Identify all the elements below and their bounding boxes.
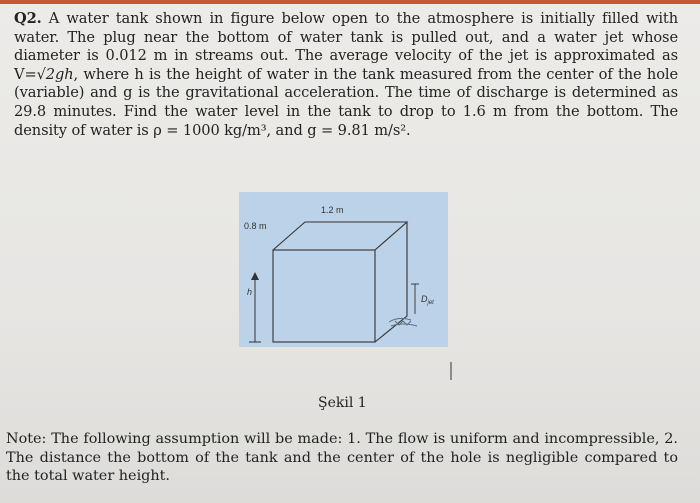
- velocity-formula: √2gh: [36, 65, 74, 83]
- tank-diagram: [239, 192, 448, 347]
- tank-width-label: 1.2 m: [321, 205, 344, 215]
- jet-marker: [411, 284, 419, 314]
- height-symbol: h: [247, 287, 253, 297]
- tank-figure: [239, 192, 448, 347]
- question-number: Q2.: [14, 10, 42, 27]
- height-arrow-icon: [251, 272, 259, 280]
- figure-caption: Şekil 1: [318, 395, 367, 411]
- question-body-start: A water tank shown in figure below open to the atmosphere is initially filled with water. The plug near the bottom of water tank is pulled out, and a water jet whose diameter is 0.012 m in streams out. The average velocity of the jet is approximated as V=: [14, 10, 678, 83]
- question-body-end: , where h is the height of water in the tank measured from the center of the hole (variable) and g is the gravitational acceleration. The time of discharge is determined as 29.8 minutes. Find the water level in the tank to drop to 1.6 m from the bottom. The density of water is ρ = 1000 kg/m³, and g = 9.81 m/s².: [14, 65, 678, 139]
- tank-depth-label: 0.8 m: [244, 221, 267, 231]
- top-strip: [0, 0, 700, 4]
- question-text: [14, 10, 678, 140]
- tank-front-face: [273, 250, 375, 342]
- tank-top-face: [273, 222, 407, 250]
- stray-tick: [446, 362, 456, 382]
- jet-diameter-label: $D_{jet}$: [421, 294, 434, 306]
- note-text: Note: The following assumption will be made: 1. The flow is uniform and incompressible, 2. The distance the bottom of the tank and the center of the hole is negligible compared to the total water height.: [6, 431, 678, 484]
- tank-outline: [273, 222, 407, 342]
